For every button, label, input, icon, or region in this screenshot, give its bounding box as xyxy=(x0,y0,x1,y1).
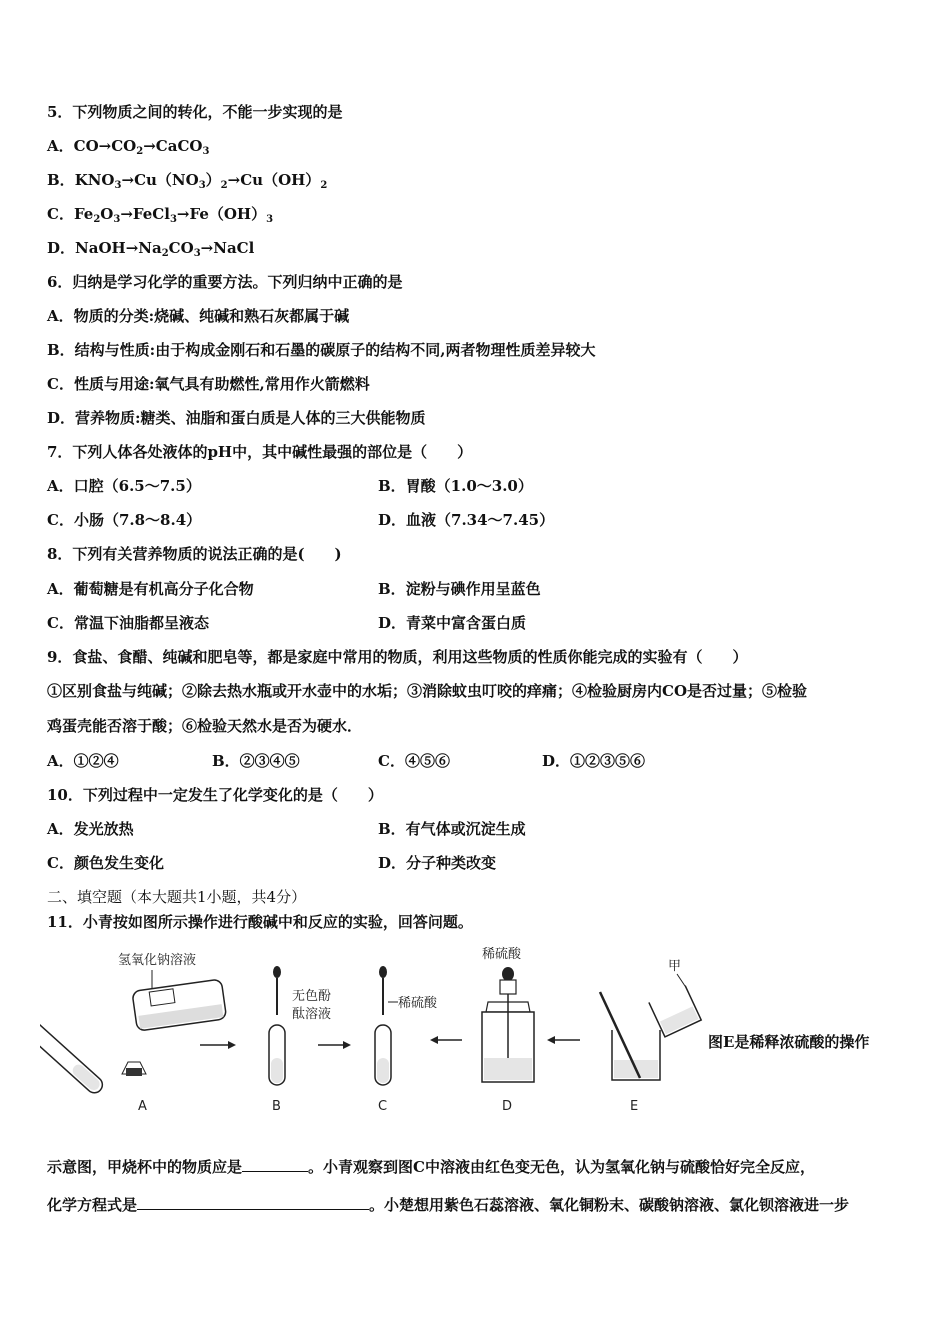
arrow-right-2 xyxy=(318,1041,351,1049)
q9-items-line2: 鸡蛋壳能否溶于酸；⑥检验天然水是否为硬水． xyxy=(47,717,363,735)
label-d: D xyxy=(502,1099,513,1114)
label-jia: 甲 xyxy=(668,959,682,974)
label-a: A xyxy=(138,1099,147,1114)
label-acid-c: 稀硫酸 xyxy=(398,996,438,1011)
arrow-left-1 xyxy=(430,1036,462,1044)
q10-option-c: C．颜色发生变化 xyxy=(47,854,164,872)
label-phenol-1: 无色酚 xyxy=(292,989,332,1004)
q11-line2: 示意图，甲烧杯中的物质应是 。小青观察到图C中溶液由红色变无色，认为氢氧化钠与硫酸恰好完全反应， xyxy=(47,1158,815,1176)
q10-option-d: D．分子种类改变 xyxy=(378,854,497,872)
q10-stem: 10．下列过程中一定发生了化学变化的是（ ） xyxy=(47,786,383,804)
q6-option-c: C．性质与用途:氧气具有助燃性,常用作火箭燃料 xyxy=(47,375,370,393)
answer-blank-1[interactable] xyxy=(242,1157,308,1172)
label-acid-d: 稀硫酸 xyxy=(482,947,522,962)
label-c: C xyxy=(378,1099,388,1114)
q6-option-b: B．结构与性质:由于构成金刚石和石墨的碳原子的结构不同,两者物理性质差异较大 xyxy=(47,341,596,359)
q9-option-a: A．①②④ xyxy=(47,752,119,770)
apparatus-c xyxy=(375,966,438,1114)
q7-option-d: D．血液（7.34～7.45） xyxy=(378,511,555,529)
label-b: B xyxy=(272,1099,281,1114)
q5-option-a: A．$CO\to CO_2\to CaCO_3$ xyxy=(47,137,210,157)
q9-option-c: C．④⑤⑥ xyxy=(378,752,450,770)
q7-option-c: C．小肠（7.8～8.4） xyxy=(47,511,202,529)
q7-option-a: A．口腔（6.5～7.5） xyxy=(47,477,201,495)
q11-line3: 化学方程式是 。小楚想用紫色石蕊溶液、氧化铜粉末、碳酸钠溶液、氯化钡溶液进一步 xyxy=(47,1196,850,1214)
q6-stem: 6．归纳是学习化学的重要方法。下列归纳中正确的是 xyxy=(47,273,403,291)
apparatus-a xyxy=(40,952,227,1114)
apparatus-d xyxy=(482,946,534,1114)
q10-option-a: A．发光放热 xyxy=(47,820,134,838)
q5-option-c: C．$Fe_2O_3\to FeCl_3\to Fe(OH)_3$ xyxy=(47,205,274,225)
experiment-figure xyxy=(40,940,910,1120)
section-heading: 二、填空题（本大题共1小题，共4分） xyxy=(47,888,307,906)
q5-option-b: B．$KNO_3\to Cu(NO_3)_2\to Cu(OH)_2$ xyxy=(47,171,328,191)
q8-option-d: D．青菜中富含蛋白质 xyxy=(378,614,527,632)
answer-blank-2[interactable] xyxy=(137,1195,369,1210)
q9-stem: 9．食盐、食醋、纯碱和肥皂等，都是家庭中常用的物质，利用这些物质的性质你能完成的实验有（ ） xyxy=(47,648,748,666)
q5-stem: 5．下列物质之间的转化，不能一步实现的是 xyxy=(47,103,343,121)
q7-stem: 7．下列人体各处液体的pH中，其中碱性最强的部位是（ ） xyxy=(47,443,473,461)
q6-option-d: D．营养物质:糖类、油脂和蛋白质是人体的三大供能物质 xyxy=(47,409,426,427)
label-phenol-2: 酞溶液 xyxy=(292,1007,332,1022)
q5-option-d: D．$NaOH\to Na_2CO_3\to NaCl$ xyxy=(47,239,255,259)
label-naoh: 氢氧化钠溶液 xyxy=(118,953,197,968)
arrow-left-2 xyxy=(547,1036,580,1044)
q7-option-b: B．胃酸（1.0～3.0） xyxy=(378,477,533,495)
apparatus-b xyxy=(269,966,331,1114)
label-e: E xyxy=(630,1099,639,1114)
q8-option-b: B．淀粉与碘作用呈蓝色 xyxy=(378,580,541,598)
arrow-right-1 xyxy=(200,1041,236,1049)
q9-items-line1: ①区别食盐与纯碱；②除去热水瓶或开水壶中的水垢；③消除蚊虫叮咬的痒痛；④检验厨房内CO是否过量；⑤检验 xyxy=(47,682,808,700)
q8-stem: 8．下列有关营养物质的说法正确的是( ) xyxy=(47,545,342,563)
q9-option-d: D．①②③⑤⑥ xyxy=(542,752,646,770)
q9-option-b: B．②③④⑤ xyxy=(212,752,300,770)
q6-option-a: A．物质的分类:烧碱、纯碱和熟石灰都属于碱 xyxy=(47,307,350,325)
apparatus-e xyxy=(600,959,701,1114)
q11-stem: 11．小青按如图所示操作进行酸碱中和反应的实验，回答问题。 xyxy=(47,913,473,931)
q8-option-c: C．常温下油脂都呈液态 xyxy=(47,614,209,632)
q10-option-b: B．有气体或沉淀生成 xyxy=(378,820,526,838)
figure-caption: 图E是稀释浓硫酸的操作 xyxy=(708,1033,870,1051)
q8-option-a: A．葡萄糖是有机高分子化合物 xyxy=(47,580,254,598)
